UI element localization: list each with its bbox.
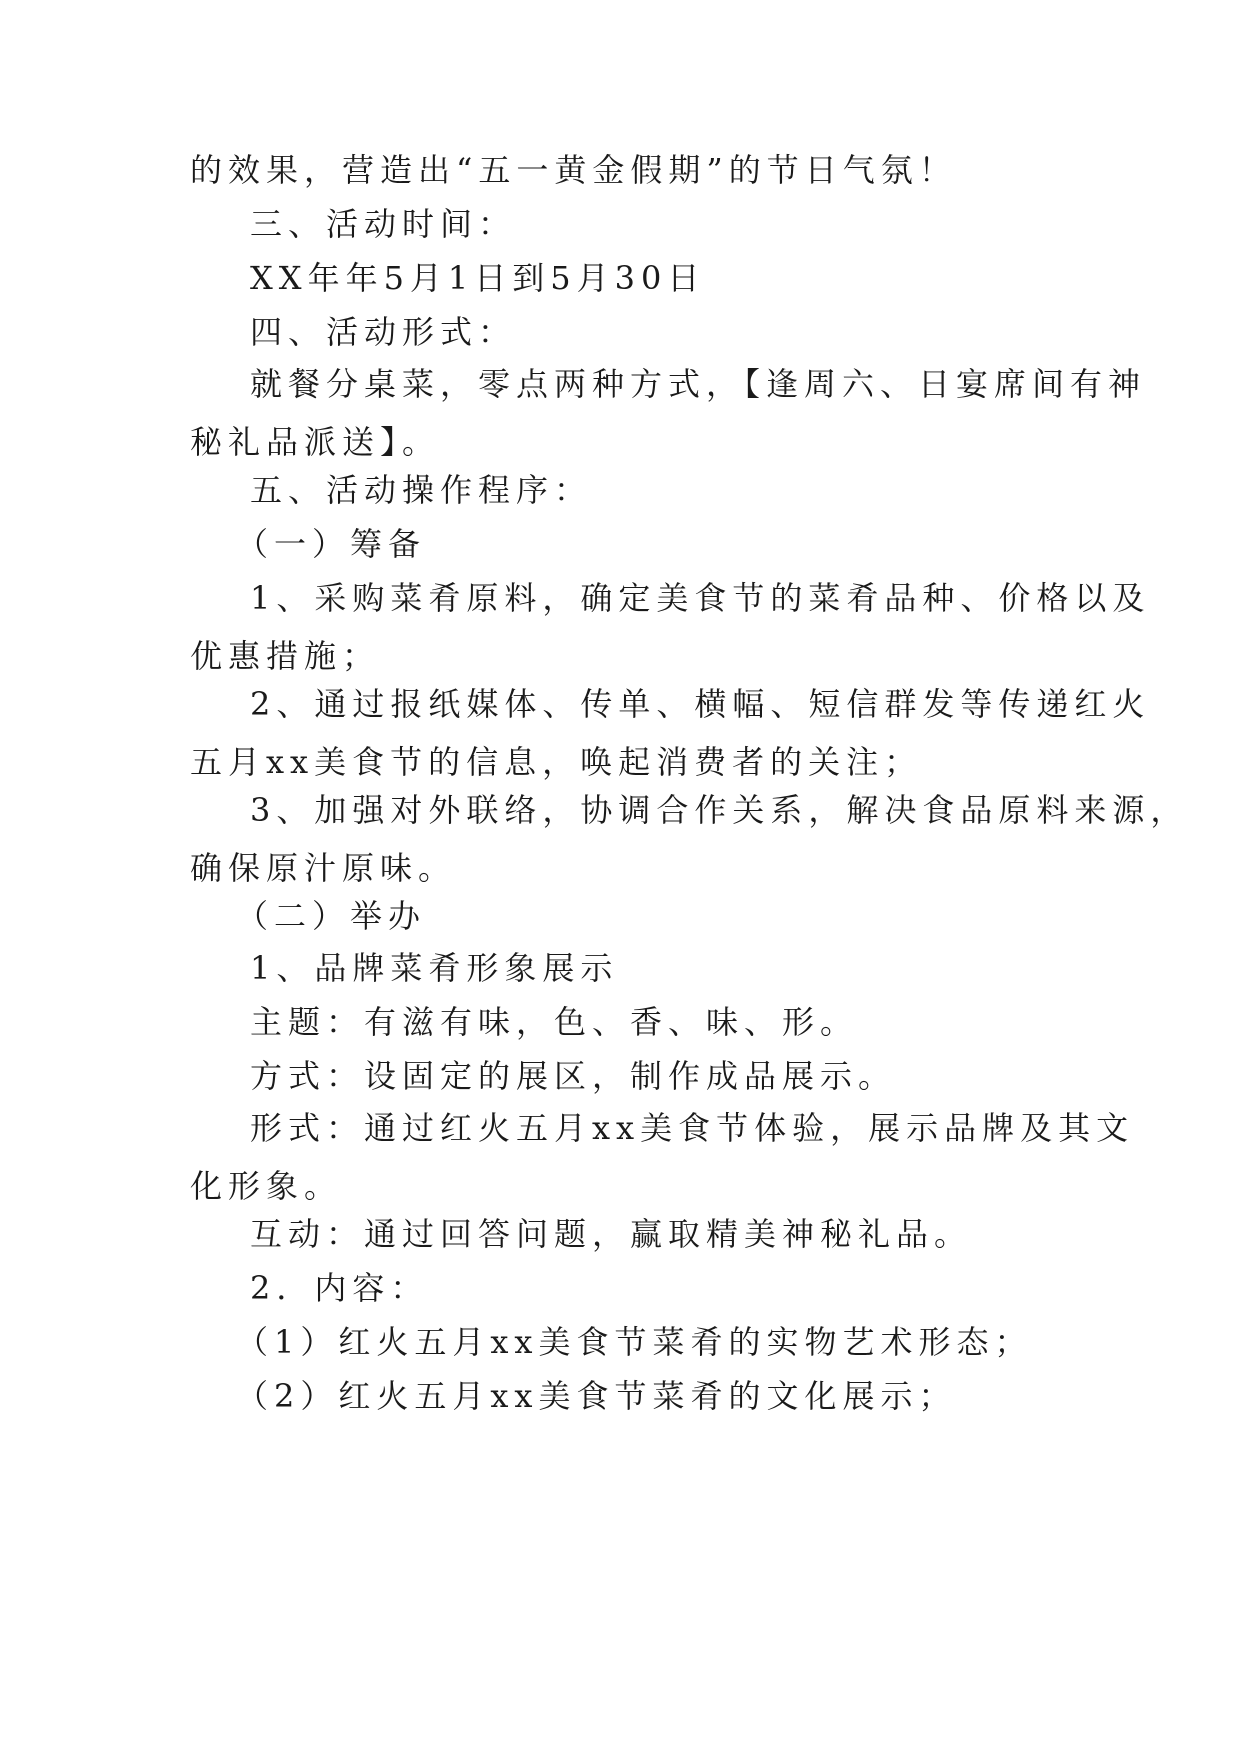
text-line: 1、采购菜肴原料，确定美食节的菜肴品种、价格以及 — [250, 579, 1151, 617]
text-line: 2、通过报纸媒体、传单、横幅、短信群发等传递红火 — [250, 685, 1151, 723]
paragraph-interaction — [250, 1212, 1130, 1270]
list-item-content-2 — [236, 1374, 1116, 1432]
text-line: 四、活动形式： — [250, 313, 517, 351]
text-line: 秘礼品派送】。 — [190, 423, 441, 461]
text-line: （一）筹备 — [236, 525, 427, 563]
paragraph-form — [190, 1106, 1135, 1222]
text-line: 的效果，营造出“五一黄金假期”的节日气氛！ — [190, 151, 957, 189]
text-line: 方式：设固定的展区，制作成品展示。 — [250, 1057, 897, 1095]
heading-activity-form — [250, 310, 1130, 368]
text-line: 五月xx美食节的信息，唤起消费者的关注； — [190, 743, 923, 781]
paragraph-prep-item-3 — [190, 788, 1189, 904]
text-line: 三、活动时间： — [250, 205, 517, 243]
text-line: （二）举办 — [236, 897, 427, 935]
heading-activity-time — [250, 202, 1130, 260]
paragraph-prep-item-2 — [190, 682, 1151, 798]
heading-procedure — [250, 468, 1130, 526]
text-line: 优惠措施； — [190, 637, 381, 675]
text-line: （2）红火五月xx美食节菜肴的文化展示； — [236, 1377, 957, 1415]
text-line: （1）红火五月xx美食节菜肴的实物艺术形态； — [236, 1323, 1033, 1361]
text-line: 互动：通过回答问题，赢取精美神秘礼品。 — [250, 1215, 973, 1253]
text-line: 主题：有滋有味，色、香、味、形。 — [250, 1003, 859, 1041]
text-line: 五、活动操作程序： — [250, 471, 593, 509]
text-line: 3、加强对外联络，协调合作关系，解决食品原料来源， — [250, 791, 1189, 829]
text-line: 1、品牌菜肴形象展示 — [250, 949, 619, 987]
paragraph-activity-date — [250, 256, 1130, 314]
text-line: 就餐分桌菜，零点两种方式，【逢周六、日宴席间有神 — [250, 365, 1147, 403]
subheading-hosting — [236, 894, 1116, 952]
paragraph-prep-item-1 — [190, 576, 1151, 692]
paragraph-brand-display — [250, 946, 1130, 1004]
heading-content — [250, 1266, 1130, 1324]
text-line: 2．内容： — [250, 1269, 429, 1307]
paragraph-theme — [250, 1000, 1130, 1058]
text-line: 化形象。 — [190, 1167, 343, 1205]
paragraph-activity-form — [190, 362, 1147, 478]
paragraph-method — [250, 1054, 1130, 1112]
text-line: 形式：通过红火五月xx美食节体验，展示品牌及其文 — [250, 1109, 1135, 1147]
text-line: 确保原汁原味。 — [190, 849, 457, 887]
text-line: XX年年5月1日到5月30日 — [250, 259, 706, 297]
list-item-content-1 — [236, 1320, 1116, 1378]
subheading-preparation — [236, 522, 1116, 580]
paragraph-closing-line — [190, 148, 1070, 206]
